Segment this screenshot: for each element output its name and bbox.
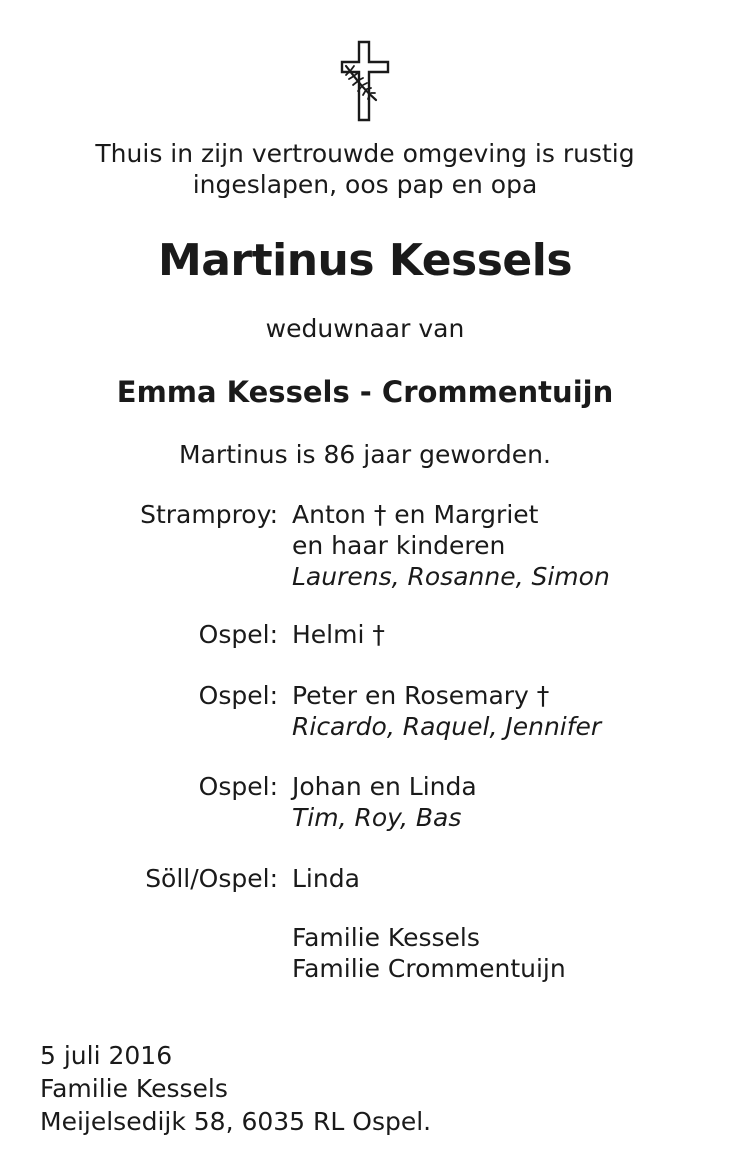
relation-text: weduwnaar van <box>265 314 465 343</box>
family-place: Ospel: <box>198 681 278 710</box>
family-members: Helmi † <box>292 620 385 649</box>
family-children: Tim, Roy, Bas <box>292 803 462 832</box>
signoff-line-1: Familie Kessels <box>292 923 480 952</box>
age-text: Martinus is 86 jaar geworden. <box>179 440 551 469</box>
intro-line-1: Thuis in zijn vertrouwde omgeving is rustig <box>95 139 635 168</box>
signoff-line-2: Familie Crommentuijn <box>292 954 566 983</box>
family-children: Laurens, Rosanne, Simon <box>292 562 610 591</box>
family-extra: en haar kinderen <box>292 531 506 560</box>
family-members: Anton † en Margriet <box>292 500 539 529</box>
footer-sender: Familie Kessels <box>40 1074 228 1103</box>
intro-text <box>0 138 730 200</box>
family-members: Johan en Linda <box>292 772 477 801</box>
family-place: Ospel: <box>198 620 278 649</box>
family-names <box>292 499 610 592</box>
footer-address-line: Meijelsedijk 58, 6035 RL Ospel. <box>40 1107 432 1136</box>
family-place: Stramproy: <box>140 500 278 529</box>
intro-line-2: ingeslapen, oos pap en opa <box>192 170 538 199</box>
spouse-name: Emma Kessels - Crommentuijn <box>116 375 614 409</box>
family-members: Linda <box>292 864 360 893</box>
family-children: Ricardo, Raquel, Jennifer <box>292 712 602 741</box>
family-signoff <box>292 922 566 984</box>
family-names <box>292 863 360 894</box>
family-names <box>292 619 385 650</box>
family-members: Peter en Rosemary † <box>292 681 550 710</box>
family-names <box>292 680 601 742</box>
deceased-name: Martinus Kessels <box>157 235 573 286</box>
family-names <box>292 771 477 833</box>
family-place: Söll/Ospel: <box>145 864 278 893</box>
footer-date: 5 juli 2016 <box>40 1041 173 1070</box>
footer-address <box>40 1039 431 1138</box>
family-place: Ospel: <box>198 772 278 801</box>
cross-icon <box>338 40 392 122</box>
